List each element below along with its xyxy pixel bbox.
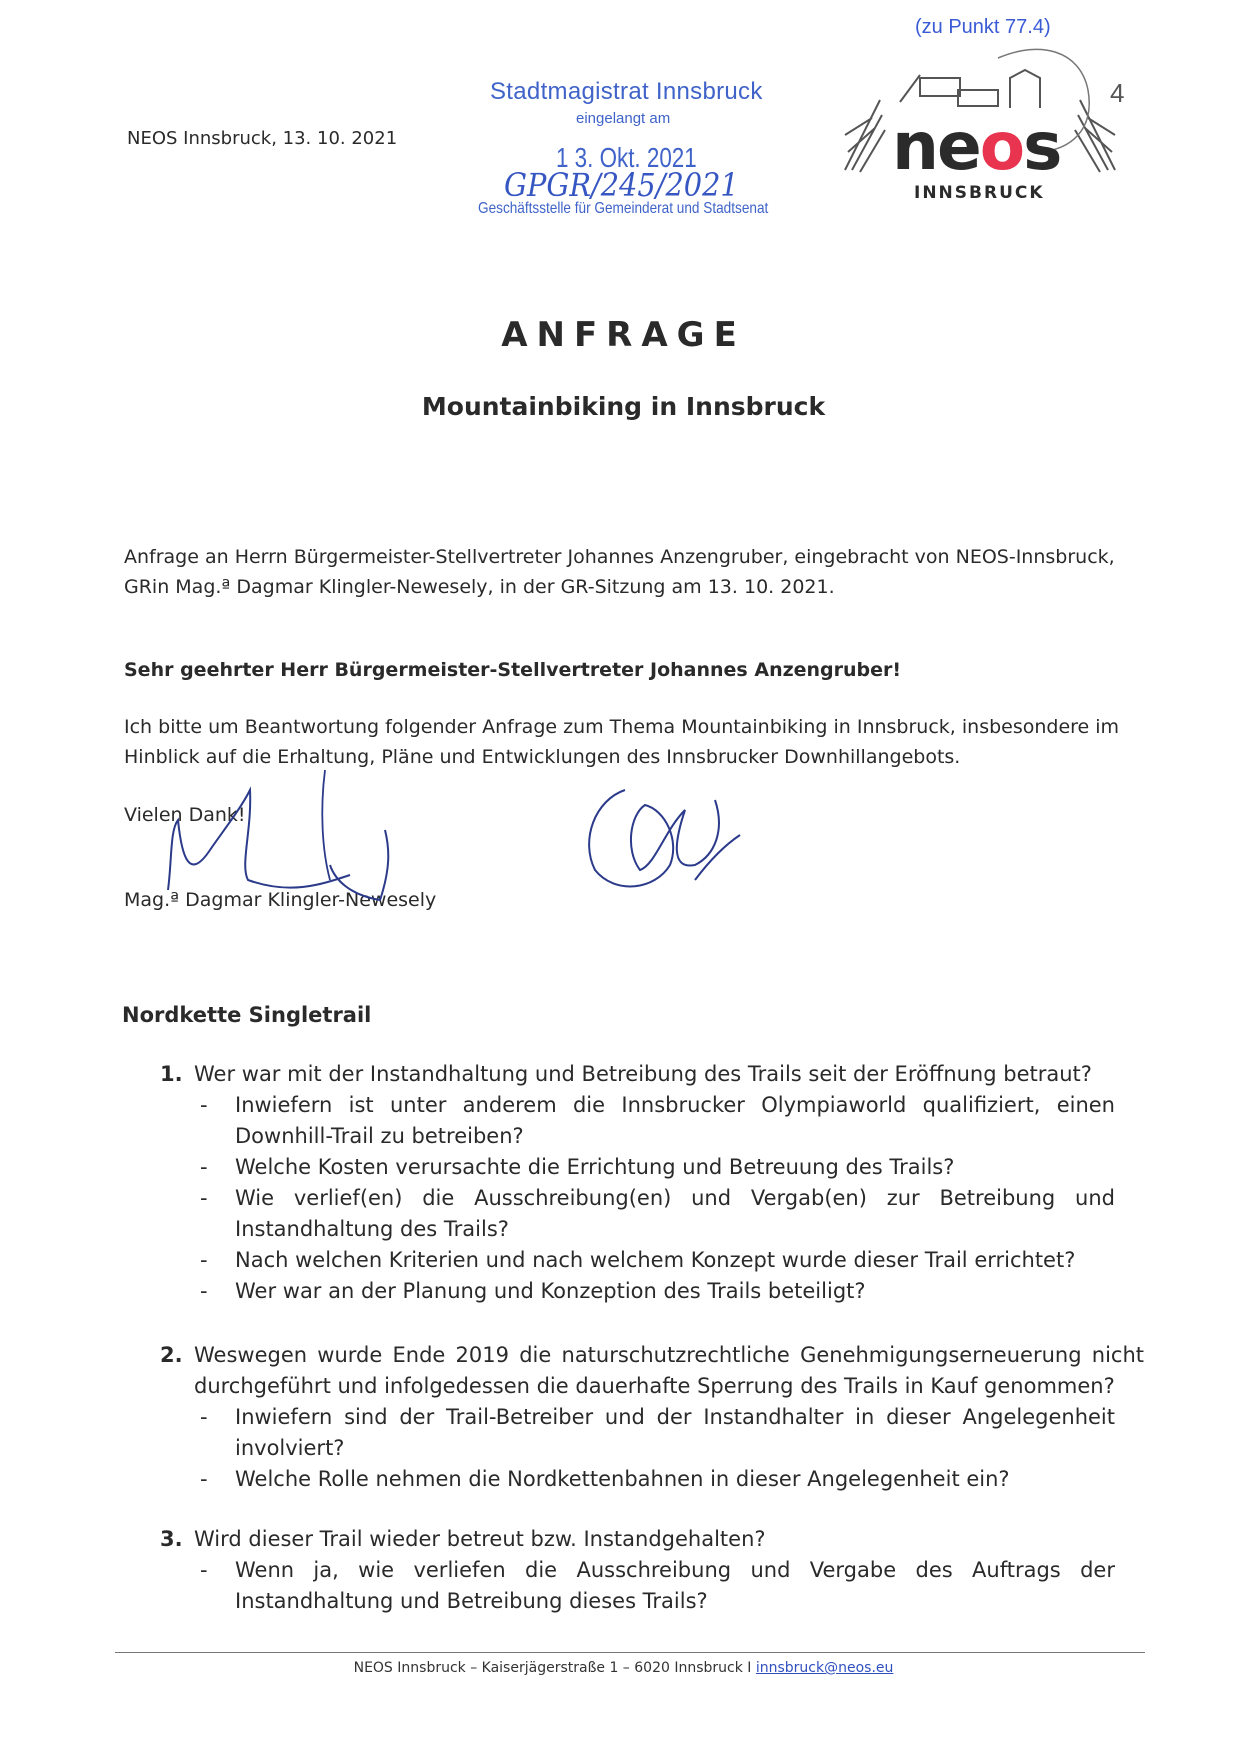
list-item (200, 1152, 1115, 1183)
footer-address: NEOS Innsbruck – Kaiserjägerstraße 1 – 6020 Innsbruck I (353, 1660, 752, 1676)
sub-question-text: Wenn ja, wie verliefen die Ausschreibung und Vergabe des Auftrags der Instandhaltung und Betreibung dieses Trails? (235, 1558, 1115, 1613)
logo-city: INNSBRUCK (914, 183, 1045, 203)
page-subtitle: Mountainbiking in Innsbruck (421, 392, 826, 421)
question-text: Weswegen wurde Ende 2019 die naturschutzrechtliche Genehmigungserneuerung nicht durchgeführt und infolgedessen die dauerhafte Sperrung des Trails in Kauf genommen? (194, 1343, 1144, 1398)
greeting: Sehr geehrter Herr Bürgermeister-Stellvertreter Johannes Anzengruber! (124, 659, 902, 681)
thanks-line: Vielen Dank! (124, 804, 246, 826)
section-heading: Nordkette Singletrail (122, 1003, 372, 1027)
reference-note: (zu Punkt 77.4) (915, 16, 1051, 38)
list-item (200, 1464, 1115, 1495)
sub-question-text: Welche Rolle nehmen die Nordkettenbahnen in dieser Angelegenheit ein? (235, 1467, 1010, 1491)
list-item (200, 1555, 1115, 1617)
list-item (200, 1402, 1115, 1464)
dash: - (200, 1248, 208, 1272)
sub-question-text: Nach welchen Kriterien und nach welchem Konzept wurde dieser Trail errichtet? (235, 1248, 1076, 1272)
question-number: 1. (160, 1062, 183, 1086)
handwritten-mark: 4 (1110, 78, 1125, 108)
list-item (200, 1245, 1115, 1276)
stamp-file-number: GPGR/245/2021 (504, 166, 739, 204)
intro-paragraph: Anfrage an Herrn Bürgermeister-Stellvertreter Johannes Anzengruber, eingebracht von NEOS-Innsbruck, GRin Mag.ª Dagmar Klingler-Newesely, in der GR-Sitzung am 13. 10. 2021. (124, 546, 1115, 598)
logo-dot-icon: o (979, 108, 1024, 185)
signature-left (150, 770, 450, 920)
footer-email-link[interactable]: innsbruck@neos.eu (755, 1660, 894, 1676)
stamp-received-label: eingelangt am (576, 110, 671, 127)
dash: - (200, 1558, 208, 1582)
dash: - (200, 1186, 208, 1210)
page-title: ANFRAGE (501, 315, 746, 355)
question-text: Wird dieser Trail wieder betreut bzw. Instandgehalten? (194, 1527, 766, 1551)
sub-question-text: Welche Kosten verursachte die Errichtung und Betreuung des Trails? (235, 1155, 955, 1179)
dash: - (200, 1467, 208, 1491)
neos-logo (840, 40, 1200, 215)
dash: - (200, 1155, 208, 1179)
logo-wordmark (892, 108, 1060, 185)
sub-question-text: Wie verlief(en) die Ausschreibung(en) und Vergab(en) zur Betreibung und Instandhaltung des Trails? (235, 1186, 1115, 1241)
logo-word: neos (892, 108, 1061, 185)
question-number: 3. (160, 1527, 183, 1551)
list-item (200, 1183, 1115, 1245)
signature-right (575, 770, 755, 910)
list-item (200, 1276, 1115, 1307)
question-number: 2. (160, 1343, 183, 1367)
dash: - (200, 1279, 208, 1303)
signer-name: Mag.ª Dagmar Klingler-Newesely (124, 889, 437, 911)
list-item (200, 1090, 1115, 1152)
receipt-stamp (476, 74, 776, 234)
place-date: NEOS Innsbruck, 13. 10. 2021 (127, 128, 398, 149)
body-paragraph: Ich bitte um Beantwortung folgender Anfrage zum Thema Mountainbiking in Innsbruck, insbesondere im Hinblick auf die Erhaltung, Pläne und Entwicklungen des Innsbrucker Downhillangebots. (124, 716, 1120, 768)
dash: - (200, 1405, 208, 1429)
footer (0, 1660, 1247, 1676)
stamp-department: Geschäftsstelle für Gemeinderat und Stadtsenat (478, 200, 769, 217)
sub-question-text: Inwiefern sind der Trail-Betreiber und der Instandhalter in dieser Angelegenheit involviert? (235, 1405, 1115, 1460)
sub-question-text: Inwiefern ist unter anderem die Innsbrucker Olympiaworld qualifiziert, einen Downhill-Trail zu betreiben? (235, 1093, 1115, 1148)
dash: - (200, 1093, 208, 1117)
footer-divider (115, 1652, 1145, 1653)
stamp-office: Stadtmagistrat Innsbruck (490, 78, 763, 105)
sub-question-text: Wer war an der Planung und Konzeption des Trails beteiligt? (235, 1279, 866, 1303)
stamp-date: 1 3. Okt. 2021 (556, 142, 697, 173)
question-text: Wer war mit der Instandhaltung und Betreibung des Trails seit der Eröffnung betraut? (194, 1062, 1092, 1086)
